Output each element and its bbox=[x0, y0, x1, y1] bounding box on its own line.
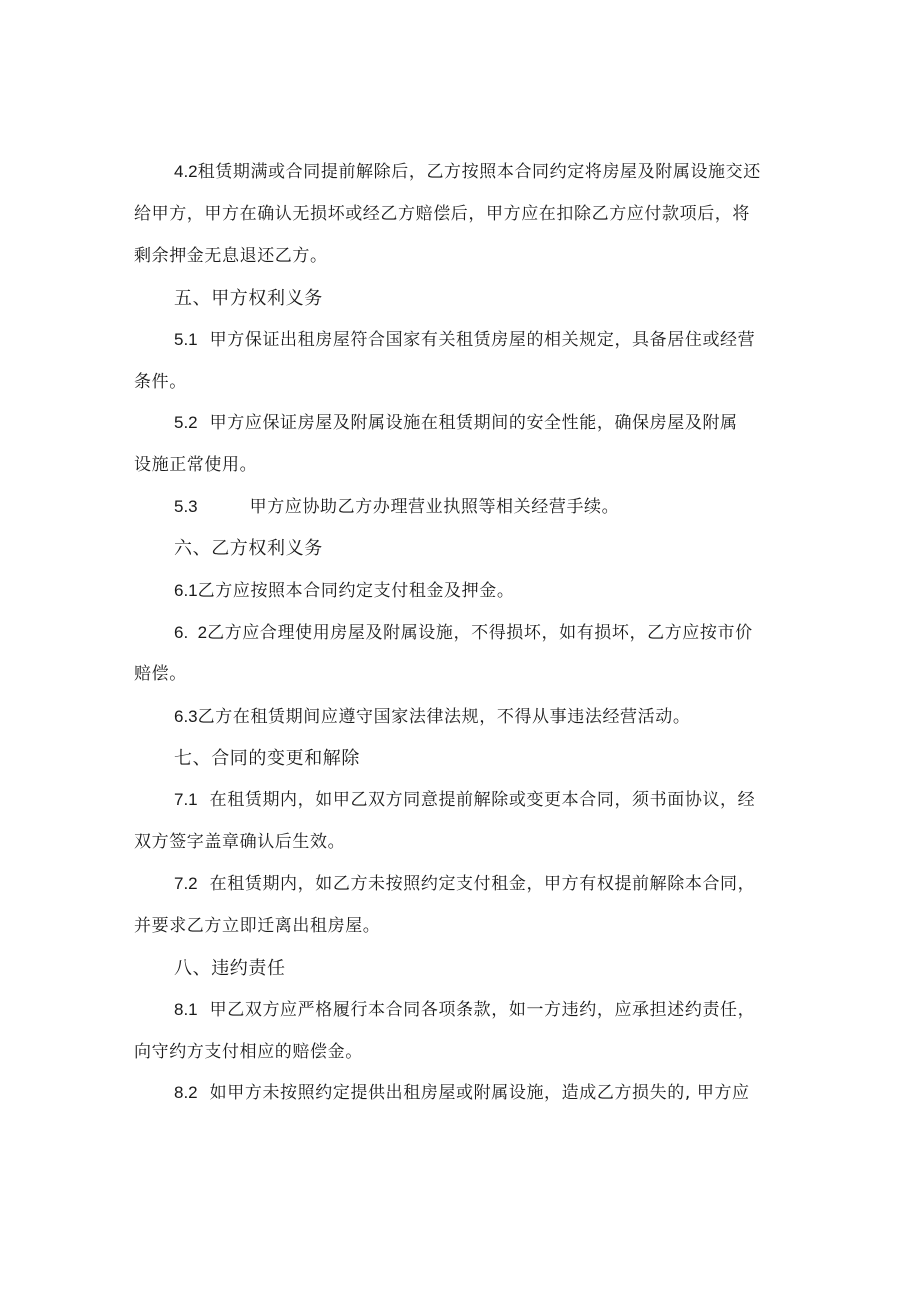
clause-number: 7.2 bbox=[174, 874, 198, 893]
clause-text: 乙方应按照本合同约定支付租金及押金。 bbox=[197, 581, 515, 601]
section-6-title: 六、乙方权利义务 bbox=[174, 538, 323, 559]
clause-8-1-line-1 bbox=[174, 999, 755, 1021]
clause-5-3-line-1 bbox=[174, 496, 619, 518]
clause-number: 8.2 bbox=[174, 1083, 198, 1102]
clause-4-2-line-1 bbox=[174, 161, 761, 183]
clause-4-2-line-3: 剩余押金无息退还乙方。 bbox=[134, 246, 328, 266]
clause-5-2-line-1 bbox=[174, 412, 738, 434]
clause-text: 甲方应保证房屋及附属设施在租赁期间的安全性能，确保房屋及附属 bbox=[209, 413, 738, 433]
clause-text: 甲方应协助乙方办理营业执照等相关经营手续。 bbox=[249, 497, 620, 517]
clause-6-1-line-1 bbox=[174, 580, 514, 602]
clause-number: 6. 2 bbox=[174, 623, 208, 642]
clause-number: 8.1 bbox=[174, 1000, 198, 1019]
clause-5-1-line-2: 条件。 bbox=[134, 372, 187, 392]
clause-number: 5.2 bbox=[174, 413, 198, 432]
clause-number: 6.3 bbox=[174, 707, 198, 726]
clause-number: 5.3 bbox=[174, 497, 198, 516]
clause-7-2-line-1 bbox=[174, 873, 755, 895]
clause-number: 6.1 bbox=[174, 581, 198, 600]
clause-6-2-line-2: 赔偿。 bbox=[134, 664, 187, 684]
section-8-title: 八、违约责任 bbox=[174, 958, 286, 979]
clause-7-2-line-2: 并要求乙方立即迁离出租房屋。 bbox=[134, 916, 381, 936]
clause-text: 租赁期满或合同提前解除后，乙方按照本合同约定将房屋及附属设施交还 bbox=[197, 162, 761, 182]
clause-number: 5.1 bbox=[174, 330, 198, 349]
clause-6-3-line-1 bbox=[174, 706, 690, 728]
clause-4-2-line-2: 给甲方，甲方在确认无损坏或经乙方赔偿后，甲方应在扣除乙方应付款项后，将 bbox=[134, 204, 750, 224]
clause-text: 乙方在租赁期间应遵守国家法律法规，不得从事违法经营活动。 bbox=[197, 707, 691, 727]
clause-5-1-line-1 bbox=[174, 329, 755, 351]
section-5-title: 五、甲方权利义务 bbox=[174, 288, 323, 309]
clause-text: 在租赁期内，如甲乙双方同意提前解除或变更本合同，须书面协议，经 bbox=[209, 790, 756, 810]
clause-text: 甲方保证出租房屋符合国家有关租赁房屋的相关规定，具备居住或经营 bbox=[209, 330, 756, 350]
clause-7-1-line-2: 双方签字盖章确认后生效。 bbox=[134, 832, 346, 852]
clause-6-2-line-1 bbox=[174, 622, 753, 644]
clause-text: 甲乙双方应严格履行本合同各项条款，如一方违约，应承担述约责任， bbox=[209, 1000, 756, 1020]
clause-number: 7.1 bbox=[174, 790, 198, 809]
clause-5-2-line-2: 设施正常使用。 bbox=[134, 455, 258, 475]
clause-7-1-line-1 bbox=[174, 789, 755, 811]
clause-text: 如甲方未按照约定提供出租房屋或附属设施，造成乙方损失的, 甲方应 bbox=[209, 1083, 750, 1103]
clause-text: 乙方应合理使用房屋及附属设施，不得损坏，如有损坏，乙方应按市价 bbox=[207, 623, 753, 643]
clause-number: 4.2 bbox=[174, 162, 198, 181]
clause-text: 在租赁期内，如乙方未按照约定支付租金，甲方有权提前解除本合同， bbox=[209, 874, 756, 894]
clause-8-1-line-2: 向守约方支付相应的赔偿金。 bbox=[134, 1042, 363, 1062]
clause-8-2-line-1 bbox=[174, 1082, 750, 1104]
section-7-title: 七、合同的变更和解除 bbox=[174, 748, 360, 769]
